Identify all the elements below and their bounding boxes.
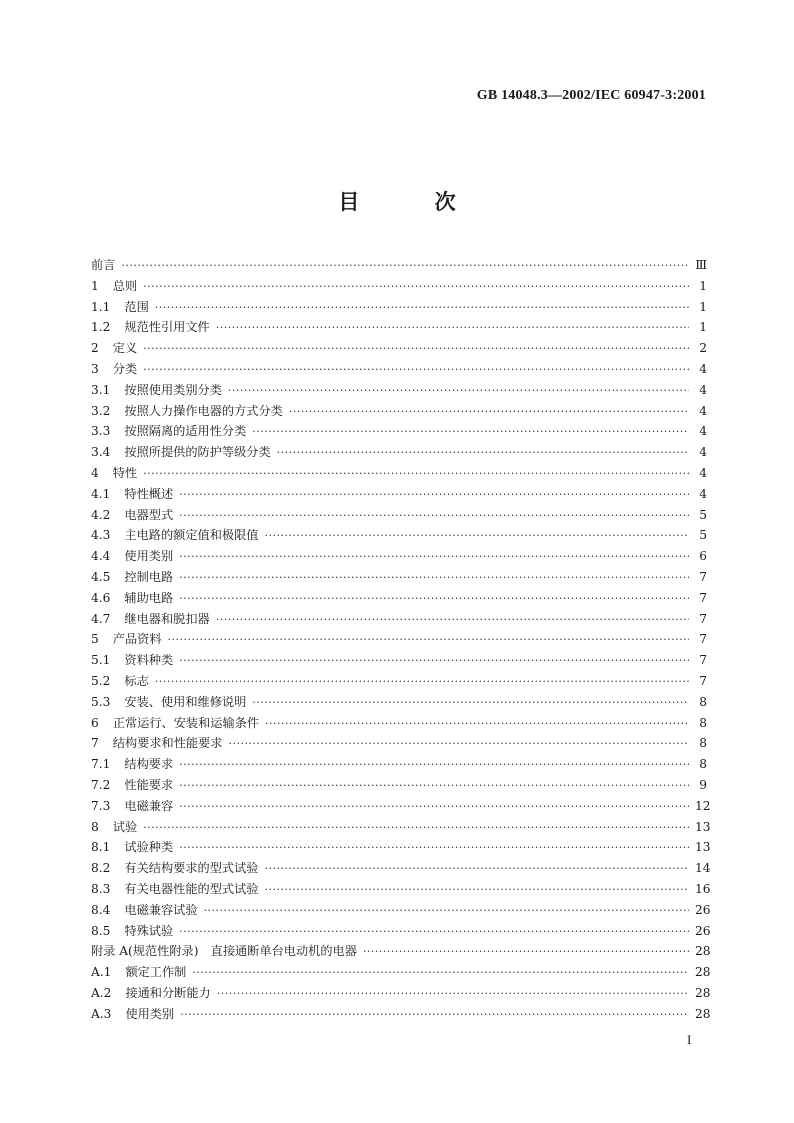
toc-entry: [91, 297, 707, 318]
toc-entry-number: 5: [91, 632, 99, 647]
toc-entry-label: 使用类别: [124, 549, 174, 564]
toc-entry-label: 性能要求: [124, 777, 174, 792]
toc-entry-number: 8.3: [91, 881, 111, 896]
toc-entry-page: 8: [699, 694, 707, 709]
dot-leader: [216, 317, 689, 338]
toc-entry-page: 7: [699, 673, 707, 688]
toc-entry-label: 特殊试验: [124, 923, 174, 938]
standard-code-header: GB 14048.3—2002/IEC 60947-3:2001: [476, 88, 706, 103]
toc-entry-page: 28: [695, 944, 711, 959]
toc-entry-label: 有关结构要求的型式试验: [124, 861, 259, 876]
dot-leader: [204, 900, 689, 921]
dot-leader: [179, 588, 689, 609]
page-number: I: [687, 1032, 692, 1047]
toc-entry: [91, 941, 711, 962]
toc-entry: [91, 962, 711, 983]
toc-entry: [91, 1004, 711, 1025]
toc-entry-page: 26: [695, 923, 711, 938]
toc-entry-page: 7: [699, 569, 707, 584]
toc-entry-label: 附录 A(规范性附录) 直接通断单台电动机的电器: [91, 944, 357, 959]
toc-entry-page: 7: [699, 590, 707, 605]
toc-entry-number: 8.1: [91, 840, 111, 855]
toc-entry-page: 28: [695, 1006, 711, 1021]
dot-leader: [143, 338, 689, 359]
toc-entry-label: 产品资料: [112, 632, 162, 647]
dot-leader: [363, 941, 689, 962]
toc-entry-number: 4.3: [91, 528, 111, 543]
toc-entry-label: 主电路的额定值和极限值: [124, 528, 259, 543]
dot-leader: [155, 297, 689, 318]
toc-entry: [91, 879, 711, 900]
dot-leader: [277, 442, 689, 463]
toc-entry-number: 8.5: [91, 923, 111, 938]
dot-leader: [179, 505, 689, 526]
dot-leader: [143, 359, 689, 380]
toc-entry: [91, 629, 707, 650]
toc-entry-number: 5.1: [91, 653, 111, 668]
toc-entry-label: 额定工作制: [125, 965, 187, 980]
page-title: 目 次: [338, 189, 490, 214]
dot-leader: [168, 629, 689, 650]
toc-entry-label: 按照隔离的适用性分类: [124, 424, 247, 439]
toc-entry-label: 电磁兼容: [124, 798, 174, 813]
toc-entry: [91, 733, 707, 754]
toc-entry-number: 4: [91, 465, 99, 480]
toc-entry-label: 结构要求和性能要求: [112, 736, 223, 751]
toc-entry-label: 电器型式: [124, 507, 174, 522]
dot-leader: [216, 609, 689, 630]
toc-entry-number: 8: [91, 819, 99, 834]
toc-entry-page: 28: [695, 965, 711, 980]
toc-entry-number: 4.2: [91, 507, 111, 522]
dot-leader: [264, 525, 689, 546]
dot-leader: [179, 837, 689, 858]
toc-entry-page: 1: [699, 299, 707, 314]
toc-entry-page: 1: [699, 320, 707, 335]
toc-entry-number: 1.1: [91, 299, 111, 314]
dot-leader: [264, 858, 689, 879]
toc-entry-page: 7: [699, 653, 707, 668]
toc-entry-label: 按照人力操作电器的方式分类: [124, 403, 283, 418]
toc-entry-number: A.2: [91, 985, 112, 1000]
toc-entry-label: 标志: [124, 673, 149, 688]
toc-entry-label: 使用类别: [125, 1006, 175, 1021]
toc-entry: [91, 442, 707, 463]
dot-leader: [179, 546, 689, 567]
toc-entry-number: 5.3: [91, 694, 111, 709]
toc-entry: [91, 463, 707, 484]
toc-entry-page: 28: [695, 985, 711, 1000]
toc-entry-number: 4.4: [91, 549, 111, 564]
dot-leader: [155, 671, 689, 692]
toc-entry-label: 前言: [91, 258, 116, 272]
toc-entry-label: 总则: [112, 278, 138, 293]
toc-entry: [91, 671, 707, 692]
toc-entry-label: 资料种类: [124, 653, 174, 668]
toc-entry-page: 7: [699, 632, 707, 647]
toc-entry-page: 7: [699, 611, 707, 626]
toc-entry-label: 安装、使用和维修说明: [124, 694, 247, 709]
toc-entry-page: 13: [695, 840, 711, 855]
toc-entry: [91, 650, 707, 671]
toc-entry-number: 7.1: [91, 757, 111, 772]
toc-entry-number: 7: [91, 736, 99, 751]
toc-entry-number: 3.3: [91, 424, 111, 439]
dot-leader: [228, 380, 689, 401]
toc-entry: [91, 796, 711, 817]
toc-entry: [91, 421, 707, 442]
toc-entry-number: A.3: [91, 1006, 112, 1021]
toc-entry: [91, 692, 707, 713]
toc-entry: [91, 900, 711, 921]
toc-entry-page: 26: [695, 902, 711, 917]
toc-entry-label: 接通和分断能力: [125, 985, 211, 1000]
toc-entry: [91, 609, 707, 630]
toc-entry-number: 8.4: [91, 902, 111, 917]
dot-leader: [289, 401, 689, 422]
dot-leader: [264, 879, 689, 900]
toc-entry-label: 试验: [112, 819, 138, 834]
table-of-contents: [91, 255, 711, 1024]
toc-entry-page: 12: [695, 798, 711, 813]
toc-entry-number: A.1: [91, 965, 112, 980]
toc-entry: [91, 484, 707, 505]
toc-entry-label: 按照所提供的防护等级分类: [124, 445, 271, 460]
toc-entry-number: 3.1: [91, 382, 111, 397]
toc-entry-page: 4: [699, 465, 707, 480]
toc-entry-number: 3.2: [91, 403, 111, 418]
dot-leader: [179, 775, 689, 796]
dot-leader: [179, 754, 689, 775]
toc-entry-page: 4: [699, 382, 707, 397]
toc-entry: [91, 921, 711, 942]
dot-leader: [179, 567, 689, 588]
dot-leader: [217, 983, 689, 1004]
toc-entry-label: 正常运行、安装和运输条件: [112, 715, 260, 730]
toc-entry: [91, 380, 707, 401]
toc-entry-number: 7.2: [91, 777, 111, 792]
dot-leader: [143, 817, 689, 838]
toc-entry-number: 2: [91, 341, 99, 356]
toc-entry-page: 5: [699, 528, 707, 543]
toc-entry-label: 定义: [112, 341, 138, 356]
toc-entry-label: 特性: [112, 465, 138, 480]
toc-entry-label: 特性概述: [124, 486, 174, 501]
toc-entry-label: 结构要求: [124, 757, 174, 772]
toc-entry-label: 继电器和脱扣器: [124, 611, 210, 626]
toc-entry: [91, 255, 707, 276]
toc-entry-number: 3: [91, 361, 99, 376]
dot-leader: [179, 650, 689, 671]
toc-entry-page: 6: [699, 549, 707, 564]
toc-entry-page: 9: [699, 777, 707, 792]
toc-entry-page: 4: [699, 361, 707, 376]
dot-leader: [252, 692, 689, 713]
dot-leader: [265, 713, 689, 734]
toc-entry-label: 辅助电路: [124, 590, 174, 605]
toc-entry: [91, 775, 707, 796]
toc-entry-label: 范围: [124, 299, 149, 314]
toc-entry-page: 1: [699, 278, 707, 293]
dot-leader: [252, 421, 689, 442]
toc-entry-number: 1.2: [91, 320, 111, 335]
toc-entry: [91, 983, 711, 1004]
toc-entry: [91, 567, 707, 588]
toc-entry: [91, 817, 711, 838]
dot-leader: [180, 1004, 689, 1025]
toc-entry: [91, 359, 707, 380]
toc-entry-label: 有关电器性能的型式试验: [124, 881, 259, 896]
toc-entry: [91, 713, 707, 734]
dot-leader: [179, 484, 689, 505]
toc-entry-label: 电磁兼容试验: [124, 902, 198, 917]
toc-entry-page: 5: [699, 507, 707, 522]
dot-leader: [179, 796, 689, 817]
toc-entry-page: 4: [699, 445, 707, 460]
toc-entry-number: 4.5: [91, 569, 111, 584]
toc-entry: [91, 858, 711, 879]
toc-entry: [91, 338, 707, 359]
toc-entry: [91, 546, 707, 567]
toc-entry-number: 8.2: [91, 861, 111, 876]
toc-entry-label: 试验种类: [124, 840, 174, 855]
toc-entry-number: 5.2: [91, 673, 111, 688]
toc-entry-label: 规范性引用文件: [124, 320, 210, 335]
toc-entry: [91, 837, 711, 858]
toc-entry: [91, 754, 707, 775]
toc-entry-page: 16: [695, 881, 711, 896]
dot-leader: [228, 733, 689, 754]
toc-entry: [91, 505, 707, 526]
dot-leader: [143, 463, 689, 484]
toc-entry-page: 8: [699, 736, 707, 751]
toc-entry-number: 4.6: [91, 590, 111, 605]
toc-entry-number: 7.3: [91, 798, 111, 813]
toc-entry-page: 8: [699, 715, 707, 730]
toc-entry-page: 4: [699, 424, 707, 439]
toc-entry-page: 13: [695, 819, 711, 834]
toc-entry-page: 2: [699, 341, 707, 356]
toc-entry-page: Ⅲ: [695, 258, 707, 272]
toc-entry: [91, 276, 707, 297]
toc-entry-number: 1: [91, 278, 99, 293]
dot-leader: [192, 962, 689, 983]
dot-leader: [179, 921, 689, 942]
toc-entry-page: 14: [695, 861, 711, 876]
dot-leader: [121, 255, 689, 276]
dot-leader: [143, 276, 689, 297]
toc-entry-number: 4.7: [91, 611, 111, 626]
toc-entry-label: 控制电路: [124, 569, 174, 584]
toc-entry: [91, 317, 707, 338]
toc-entry: [91, 401, 707, 422]
toc-entry-page: 4: [699, 486, 707, 501]
toc-entry-label: 分类: [112, 361, 138, 376]
toc-entry-page: 4: [699, 403, 707, 418]
toc-entry-number: 4.1: [91, 486, 111, 501]
toc-entry-page: 8: [699, 757, 707, 772]
toc-entry-label: 按照使用类别分类: [124, 382, 222, 397]
toc-entry: [91, 525, 707, 546]
toc-entry-number: 6: [91, 715, 99, 730]
toc-entry: [91, 588, 707, 609]
toc-entry-number: 3.4: [91, 445, 111, 460]
